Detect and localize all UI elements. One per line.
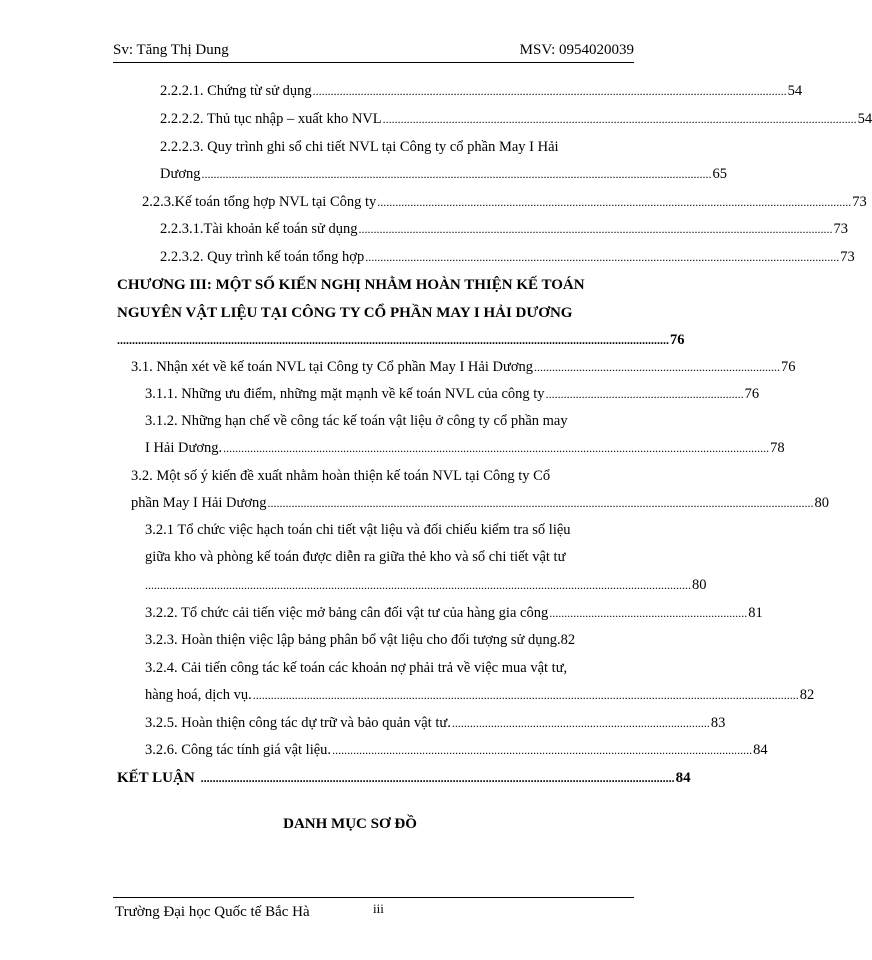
toc-page-number: 54 bbox=[787, 83, 803, 99]
dot-leader: .............................................................................................................................................................. bbox=[382, 112, 857, 126]
dot-leader: .............................................................................................................................................................. bbox=[358, 222, 833, 236]
toc-page-number: 76 bbox=[781, 359, 796, 375]
toc-page-number: 84 bbox=[675, 770, 691, 786]
toc-entry[interactable]: 2.2.3.Kế toán tổng hợp NVL tại Công ty .............................................................................................................................................................. 73 bbox=[142, 194, 867, 210]
dot-leader: .............................................................................................................................................................. bbox=[312, 84, 787, 98]
toc-entry[interactable]: 3.2.5. Hoàn thiện công tác dự trữ và bảo quản vật tư. ...................................................................................... 83 bbox=[145, 715, 726, 731]
dot-leader: .......................................................................................................................................................................... bbox=[201, 167, 712, 181]
toc-entry[interactable]: 3.1. Nhận xét về kế toán NVL tại Công ty Cổ phần May I Hải Dương .................................................................................. 76 bbox=[131, 359, 796, 375]
toc-page-number: 83 bbox=[710, 715, 726, 731]
section-title: DANH MỤC SƠ ĐỒ bbox=[283, 816, 417, 832]
toc-page-number: 84 bbox=[753, 742, 768, 758]
toc-page-number: 73 bbox=[840, 249, 855, 265]
toc-page-number: 81 bbox=[748, 605, 763, 621]
dot-leader: ...................................................................................................................................................................................... bbox=[223, 441, 770, 455]
toc-page-number: 76 bbox=[670, 332, 685, 348]
toc-entry-conclusion[interactable]: KẾT LUẬN .............................................................................................................................................................. 84 bbox=[117, 770, 691, 786]
dot-leader: ...................................................................................................................................................................................... bbox=[267, 496, 814, 510]
dot-leader: .................................................................. bbox=[545, 387, 744, 401]
toc-page-number: 65 bbox=[712, 166, 727, 182]
toc-entry-line1[interactable]: 3.2. Một số ý kiến đề xuất nhằm hoàn thiện kế toán NVL tại Công ty Cổ bbox=[131, 468, 551, 484]
dot-leader: .............................................................................................................................................................. bbox=[200, 771, 675, 785]
toc-entry-line2[interactable]: hàng hoá, dịch vụ. ...................................................................................................................................................................................... 82 bbox=[145, 687, 815, 703]
toc-entry-line1[interactable]: 3.2.4. Cải tiến công tác kế toán các khoản nợ phải trả về việc mua vật tư, bbox=[145, 660, 568, 676]
toc-entry-line1[interactable]: 3.2.1 Tổ chức việc hạch toán chi tiết vật liệu và đối chiếu kiểm tra số liệu bbox=[145, 522, 571, 538]
dot-leader: .............................................................................................................................................................. bbox=[377, 195, 852, 209]
dot-leader: .............................................................................................................................................................. bbox=[365, 250, 840, 264]
page-footer bbox=[113, 897, 634, 938]
toc-entry-line2[interactable]: giữa kho và phòng kế toán được diễn ra giữa thẻ kho và sổ chi tiết vật tư bbox=[145, 549, 566, 565]
dot-leader: ...................................................................................... bbox=[451, 716, 710, 730]
student-id: MSV: 0954020039 bbox=[519, 42, 634, 58]
toc-entry[interactable] bbox=[117, 331, 685, 349]
dot-leader: ............................................................................................................................................ bbox=[332, 743, 753, 757]
chapter-heading-line1[interactable]: CHƯƠNG III: MỘT SỐ KIẾN NGHỊ NHẰM HOÀN THIỆN KẾ TOÁN bbox=[117, 277, 585, 293]
toc-entry[interactable]: 2.2.2.2. Thủ tục nhập – xuất kho NVL .............................................................................................................................................................. 54 bbox=[160, 111, 872, 127]
toc-page-number: 73 bbox=[833, 221, 849, 237]
toc-page-number: 82 bbox=[560, 632, 576, 648]
dot-leader: .................................................................. bbox=[549, 606, 748, 620]
toc-entry-line1[interactable]: 2.2.2.3. Quy trình ghi sổ chi tiết NVL tại Công ty cổ phần May I Hải bbox=[160, 139, 559, 155]
toc-entry[interactable]: 2.2.3.1.Tài khoản kế toán sử dụng .............................................................................................................................................................. 73 bbox=[160, 221, 849, 237]
toc-entry[interactable]: 2.2.3.2. Quy trình kế toán tổng hợp .............................................................................................................................................................. 73 bbox=[160, 249, 855, 265]
dot-leader: ...................................................................................................................................................................................... bbox=[145, 578, 691, 592]
toc-entry-line3[interactable] bbox=[145, 576, 707, 594]
toc-entry-line1[interactable]: 3.1.2. Những hạn chế về công tác kế toán vật liệu ở công ty cổ phần may bbox=[145, 413, 568, 429]
toc-entry[interactable]: 2.2.2.1. Chứng từ sử dụng .............................................................................................................................................................. 54 bbox=[160, 83, 803, 99]
toc-page-number: 54 bbox=[857, 111, 872, 127]
student-name: Sv: Tăng Thị Dung bbox=[113, 42, 229, 58]
toc-entry[interactable]: 3.2.2. Tổ chức cải tiến việc mở bảng cân đối vật tư của hàng gia công .................................................................. 81 bbox=[145, 605, 763, 621]
toc-entry-line2[interactable]: I Hải Dương. ...................................................................................................................................................................................... 78 bbox=[145, 440, 785, 456]
chapter-heading-line2[interactable]: NGUYÊN VẬT LIỆU TẠI CÔNG TY CỔ PHẦN MAY I HẢI DƯƠNG bbox=[117, 305, 573, 321]
toc-page-number: 82 bbox=[799, 687, 815, 703]
toc-page-number: 80 bbox=[692, 577, 707, 593]
toc-entry-line2[interactable]: phần May I Hải Dương ...................................................................................................................................................................................... 80 bbox=[131, 495, 830, 511]
toc-page-number: 80 bbox=[814, 495, 830, 511]
toc-entry[interactable]: 3.2.6. Công tác tính giá vật liệu. ............................................................................................................................................ 84 bbox=[145, 742, 768, 758]
toc-entry[interactable]: 3.2.3. Hoàn thiện việc lập bảng phân bổ vật liệu cho đối tượng sử dụng. 82 bbox=[145, 632, 576, 648]
toc-entry[interactable]: 3.1.1. Những ưu điểm, những mặt mạnh về kế toán NVL của công ty .................................................................. 76 bbox=[145, 386, 760, 402]
dot-leader: .................................................................................. bbox=[534, 360, 780, 374]
dot-leader: ...................................................................................................................................................................................... bbox=[252, 688, 799, 702]
dot-leader: ........................................................................................................................................................................................ bbox=[117, 333, 669, 347]
toc-page-number: 73 bbox=[852, 194, 867, 210]
toc-entry-line2[interactable]: Dương .......................................................................................................................................................................... 65 bbox=[160, 166, 727, 182]
toc-page-number: 78 bbox=[770, 440, 785, 456]
school-name: Trường Đại học Quốc tế Bắc Hà bbox=[115, 904, 310, 920]
page-number: iii bbox=[373, 901, 384, 916]
toc-page-number: 76 bbox=[744, 386, 760, 402]
